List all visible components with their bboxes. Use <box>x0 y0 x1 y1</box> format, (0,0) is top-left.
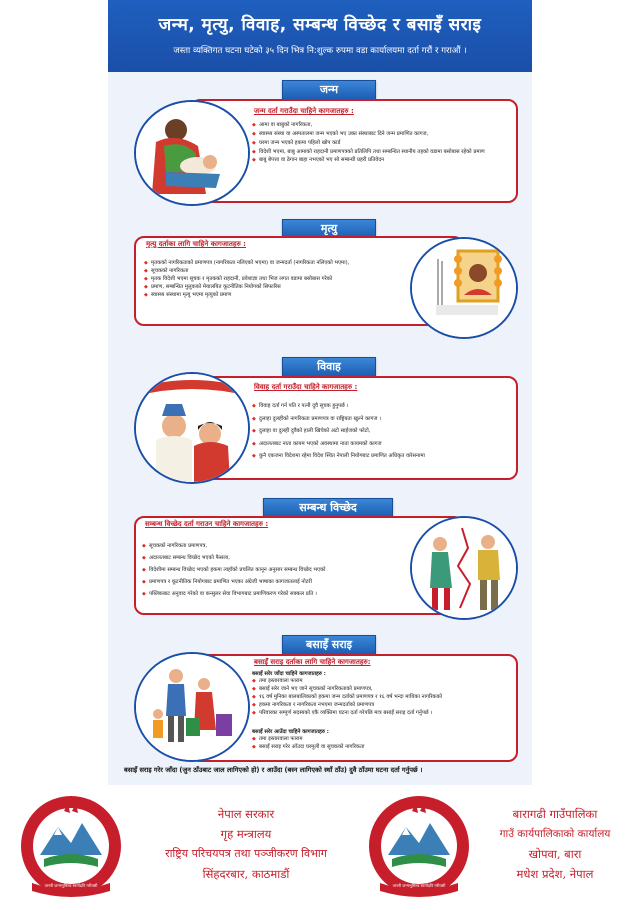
divorce-items <box>142 540 325 600</box>
divorce-illustration <box>410 516 518 620</box>
list-item: ◆ मृतक विदेशी भएमा सूचक र मृतकको राहदानी, प्रवेशाज्ञा तथा भिज लगत वडामा बसोबास गरेको <box>144 275 349 283</box>
footer-left-line: गृह मन्त्रालय <box>220 827 272 841</box>
birth-heading: जन्म दर्ता गराउँदा चाहिने कागजातहरु : <box>254 107 354 115</box>
footer-left-line: राष्ट्रिय परिचयपत्र तथा पञ्जीकरण विभाग <box>165 847 327 860</box>
list-item: ◆ अदालतबाट नाता कायम भएको अवस्थामा नाता कायमको कागज <box>252 438 425 451</box>
list-item: ◆ हकमा नागरिकता र नागरिकता नभएमा जन्मदर्ताको प्रमाणपत्र <box>252 701 442 709</box>
list-item: ◆ कुनै एकजना विदेशमा रहेमा विदेश स्थित नेपाली नियोगबाट प्रमाणित अधिकृत वारेसनामा <box>252 450 425 463</box>
birth-illustration <box>134 100 250 206</box>
footer-left-line: नेपाल सरकार <box>217 807 275 821</box>
divorce-heading: सम्बन्ध विच्छेद दर्ता गराउन चाहिने कागजातहरु : <box>145 520 269 528</box>
section-label-birth: जन्म <box>282 80 376 100</box>
migration-heading: बसाइँ सराइ दर्ताका लागि चाहिने कागजातहरु: <box>254 658 371 666</box>
family-moving-icon <box>136 654 248 760</box>
list-item: ◆ प्रमाण, सम्बन्धित मुलुकको मेयालयित कूटनीतिक नियोगको सिफारिस <box>144 283 349 291</box>
migration-illustration <box>134 652 250 762</box>
emblem-left <box>18 793 124 899</box>
migration-note: बसाइँ सराइ गरेर जाँदा (जुन ठाँउबाट जाल लागिएको हो) र आउँदा (बस्न लागिएको स्थाँ ठाँउ) दुवै ठाँउमा घटना दर्ता गर्नुपर्छ । <box>124 766 423 774</box>
emblem-right <box>366 793 472 899</box>
list-item: ◆ बसाइँ सरेर जाने भए जाने सूचकको नागरिकताको प्रमाणपत्र, <box>252 685 442 693</box>
list-item: ◆ स्वास्थ्य संस्था वा अस्पतालमा जन्म भएको भए उक्त संस्थाबाट दिने जन्म प्रमाणित कागज, <box>252 130 507 139</box>
list-item: ◆ घरमा जन्म भएको हकमा पहिलो खोप कार्ड <box>252 139 507 148</box>
list-item: ◆ तमा इस्तारवाला फाराम <box>252 735 364 743</box>
death-heading: मृत्यु दर्ताका लागि चाहिने कागजातहरु : <box>146 240 246 248</box>
death-items <box>144 259 349 299</box>
bride-groom-icon <box>136 374 248 482</box>
list-item: ◆ दुलाहा वा दुलही दुवैको हाली खिचेको अटो साईजको फोटो, <box>252 425 425 438</box>
list-item: ◆ तमा इस्तारवाला फाराम <box>252 677 442 685</box>
header-banner <box>108 0 532 72</box>
migration-in-items <box>252 735 364 751</box>
list-item: ◆ विदेशी भएमा, बाबु आमाको राहदानी प्रमाणपत्रको प्रतिलिपि तथा सम्बन्धित स्थानीय तहको वडामा बसोबास रहेको प्रमाण <box>252 148 507 156</box>
birth-items <box>252 121 507 165</box>
migration-out-items <box>252 677 442 717</box>
migration-in-heading: बसाइँ सरेर आउँदा चाहिने कागजातहरु : <box>252 729 329 735</box>
list-item: ◆ बसाइँ सराइ गरेर आँउदा घरमुली वा सूचकको नागरिकता <box>252 743 364 751</box>
footer-right-line: खोपवा, बारा <box>528 847 582 861</box>
page-subtitle: जस्ता व्यक्तिगत घटना घटेको ३५ दिन भित्र नि:शुल्क रुपमा वडा कार्यालयमा दर्ता गरौं र गराऔं । <box>173 46 467 56</box>
list-item: ◆ प्रमाणपत्र र कूटनीतिक नियोगबाट प्रमाणित भएका अंग्रेजी भाषाका कागजातलाई नोटरी <box>142 576 325 588</box>
list-item: ◆ सूचकको नागरिकता <box>144 267 349 275</box>
footer-left-text <box>128 804 364 884</box>
footer-right-line: गाउँ कार्यपालिकाको कार्यालय <box>499 828 611 840</box>
footer-right-text <box>470 804 640 884</box>
list-item: ◆ परिवारका सम्पूर्ण सदस्यको एकै व्यक्तिमा घटना दर्ता गरेपछि मात्र बसाइँ सराइ दर्ता गर्नुपर्छ । <box>252 709 442 717</box>
emblem-right-motto: जननी जन्मभूमिश्च स्वर्गादपि गरीयसी <box>392 883 446 888</box>
list-item: ◆ अदालतबाट सम्बन्ध विच्छेद भएको फैसला, <box>142 552 325 564</box>
migration-out-heading: बसाइँ सरेर जाँदा चाहिने कागजातहरु : <box>252 671 326 677</box>
footer-right-line: बारागढी गाउँपालिका <box>512 807 598 821</box>
list-item: ◆ विवाह दर्ता गर्न पति र पत्नी दुवै सूचक हुनुपर्छ । <box>252 400 425 413</box>
list-item: ◆ स्वास्थ्य संस्थामा मृत्यु भएमा मृत्युको प्रमाण <box>144 291 349 299</box>
list-item: ◆ १६ वर्ष मुनिका बालबालिकाको हकमा जन्म दर्ताको प्रमाणपत्र र १६ वर्ष भन्दा माथिका नागरिकको <box>252 693 442 701</box>
portrait-garland-icon <box>412 239 516 337</box>
marriage-illustration <box>134 372 250 484</box>
page-title: जन्म, मृत्यु, विवाह, सम्बन्ध विच्छेद र बसाइँ सराइ <box>158 15 482 35</box>
death-illustration <box>410 237 518 339</box>
section-label-marriage: विवाह <box>282 357 376 377</box>
list-item: ◆ दुलाहा दुलहीको नागरिकता प्रमाणपत्र वा राष्ट्रियता खुल्ने कागज । <box>252 413 425 426</box>
list-item: ◆ बाबु बेपत्ता वा ठेगान बाहा नभएको भए सो सम्बन्धी प्रहरी प्रतिवेदन <box>252 156 507 165</box>
list-item: ◆ सूचकको नागरिकता प्रमाणपत्र, <box>142 540 325 552</box>
list-item: ◆ मृतकको नागरिकताको प्रमाणपत्र (नागरिकता नलिएको भएमा) वा जन्मदर्ता (नागरिकता नलिएको भएमा), <box>144 259 349 267</box>
marriage-heading: विवाह दर्ता गराउँदा चाहिने कागजातहरु : <box>254 383 358 391</box>
list-item: ◆ पब्लिकबाट अनुवाद गरेको वा कन्सुलर सेवा विभागबाट प्रमाणिकरण गरेको सक्कल प्रति । <box>142 588 325 600</box>
emblem-left-motto: जननी जन्मभूमिश्च स्वर्गादपि गरीयसी <box>44 883 98 888</box>
list-item: ◆ आमा वा बाबुको नागरिकता, <box>252 121 507 130</box>
footer-left-line: सिंहदरबार, काठमाडौं <box>202 867 290 881</box>
mother-baby-icon <box>136 102 248 204</box>
marriage-items <box>252 400 425 463</box>
list-item: ◆ विदेशीमा सम्बन्ध विच्छेद भएको हकमा त्यहाँको प्रचलित कानून अनुसार सम्बन्ध विच्छेद भएको <box>142 564 325 576</box>
footer-right-line: मधेश प्रदेश, नेपाल <box>516 867 594 881</box>
section-label-death: मृत्यु <box>282 219 376 239</box>
couple-separation-icon <box>412 518 516 618</box>
section-label-migration: बसाइँ सराइ <box>282 635 376 655</box>
section-label-divorce: सम्बन्ध विच्छेद <box>263 498 393 518</box>
